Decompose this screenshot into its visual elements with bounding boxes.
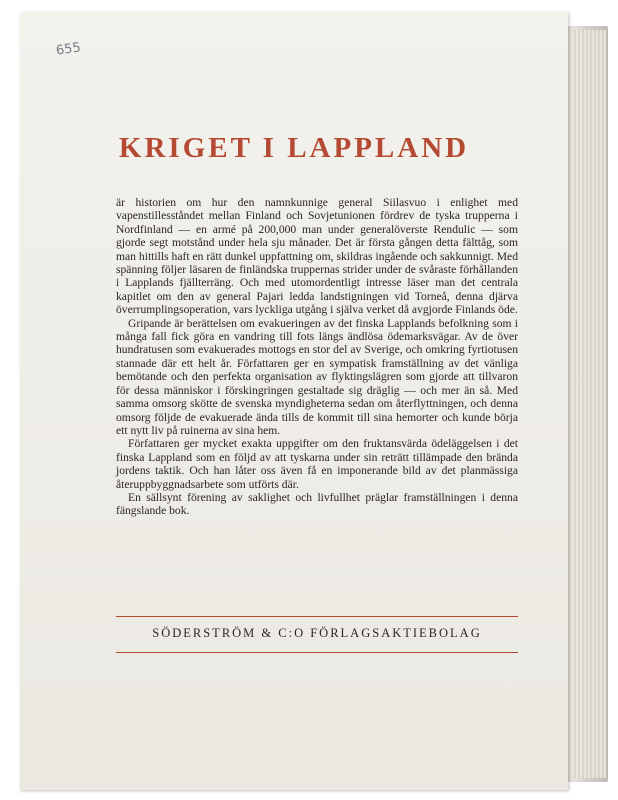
blurb-paragraph: En sällsynt förening av saklighet och livfullhet präglar framställningen i denna fängslande bok.: [116, 490, 518, 518]
publisher-name: SÖDERSTRÖM & C:O FÖRLAGSAKTIEBOLAG: [152, 626, 482, 640]
handwritten-note: 655: [55, 40, 82, 59]
blurb-paragraph: är historien om hur den namnkunnige general Siilasvuo i enlighet med vapenstillesståndet mellan Finland och Sovjetunionen fördrev de tyska trupperna i Nordfinland — en armé på 200,000 man under generalöverste Rendulic — som gjorde segt motstånd under hela sju månader. Det är första gången detta fälttåg, som man hittills haft en rätt dunkel uppfattning om, skildras ingående och sakkunnigt. Med spänning följer läsaren de finländska truppernas strider under de svåraste förhållanden i Lapplands fjällterräng. Och med utomordentligt intresse läser man det centrala kapitlet om den av general Pajari ledda landstigningen vid Torneå, denna djärva överrumplingsoperation, vars lyckliga utgång i själva verket då avgjorde Finlands öde.: [116, 196, 518, 317]
blurb-paragraph: Författaren ger mycket exakta uppgifter om den fruktansvärda ödeläggelsen i det finska Lappland som en följd av att tyskarna under sin reträtt tillämpade den brända jordens taktik. Och han låter oss även få en imponerande bild av det planmässiga återuppbyggnadsarbete som utförts där.: [116, 437, 518, 491]
page-edges: [572, 30, 606, 778]
top-rule: [116, 616, 518, 617]
blurb-text: [116, 196, 518, 518]
blurb-paragraph: Gripande är berättelsen om evakueringen av det finska Lapplands befolkning som i många fall fick göra en vandring till fots längs ändlösa ödemarksvägar. Av de över hundratusen som evakuerades mottogs en stor del av Sverige, och omkring fyrtiotusen stannade där ett helt år. Författaren ger en sympatisk framställning av det vänliga bemötande och den perfekta organisation av flyktingslägren som gjorde att tillvaron för dessa människor i förskingringen gestaltade sig dräglig — och mer än så. Med samma omsorg skötte de svenska myndigheterna sedan om återflyttningen, och denna omsorg följde de evakuerade ända tills de kommit till sina hemorter och kunde börja ett nytt liv på ruinerna av sina hem.: [116, 316, 518, 437]
book-title: KRIGET I LAPPLAND: [118, 132, 470, 164]
back-cover: [20, 12, 568, 790]
bottom-rule: [116, 652, 518, 653]
